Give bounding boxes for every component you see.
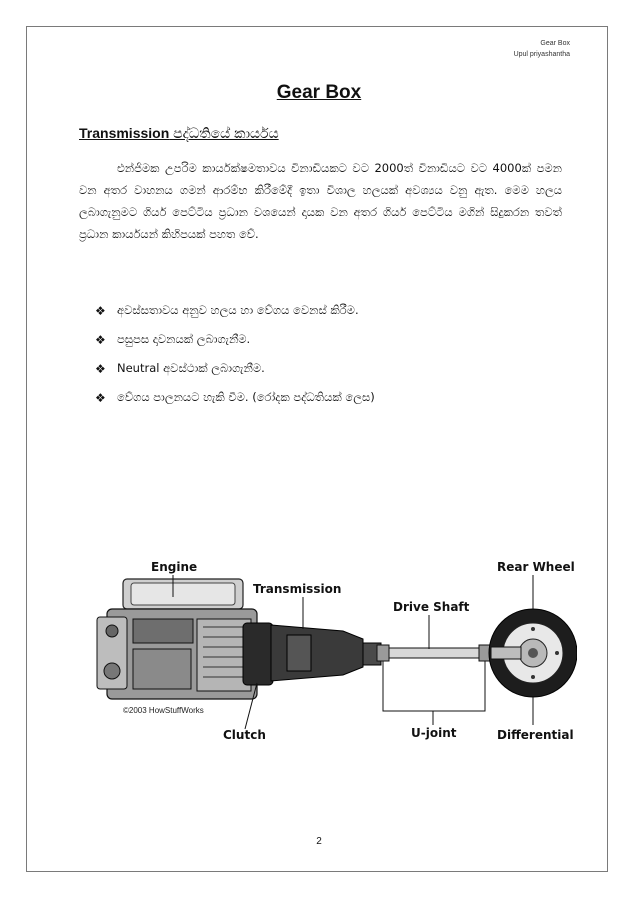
bullet-icon: ❖ [95, 303, 106, 318]
label-drive-shaft: Drive Shaft [393, 600, 470, 614]
list-item: ❖ පසුපස දාවනයක් ලබාගැනීම. [95, 332, 251, 347]
drivetrain-diagram [93, 553, 577, 753]
transmission-illustration [271, 625, 381, 681]
rear-wheel-illustration [489, 609, 577, 697]
section-heading [79, 125, 279, 142]
label-u-joint: U-joint [411, 726, 457, 740]
bullet-list [95, 296, 375, 412]
drive-shaft-illustration [377, 645, 491, 661]
list-item: ❖ වේගය පාලනයට හැකි වීම. (රෝදක පද්ධතියක් ලෙස) [95, 390, 375, 405]
label-clutch: Clutch [223, 728, 266, 742]
label-rear-wheel: Rear Wheel [497, 560, 575, 574]
clutch-housing [243, 623, 273, 685]
bullet-icon: ❖ [95, 332, 106, 347]
bullet-icon: ❖ [95, 361, 106, 376]
list-item: ❖ අවස්සතාවය අනුව හලය හා වේගය වෙනස් කිරීම. [95, 303, 359, 318]
section-heading-rest: පද්ධතියේ කාර්යය [169, 125, 279, 141]
list-item: ❖ Neutral අවස්ථාක් ලබාගැනීම. [95, 361, 265, 376]
label-differential: Differential [497, 728, 574, 742]
section-heading-bold: Transmission [79, 125, 170, 141]
engine-illustration [97, 579, 257, 699]
label-engine: Engine [151, 560, 198, 574]
bullet-icon: ❖ [95, 390, 106, 405]
body-paragraph: එන්ජිමක උපරිම කාර්යක්ෂමතාවය විනාඩියකට වට 2000ත් විනාඩියට වට 4000ක් පමන වන අතර වාහනය ගමන් ආරම්භ කිරීමේදී ඉතා විශාල හලයක් අවශ්‍යය වනු ඇත. මෙම හලය ලබාගැනුමට ගියර් පෙට්ටිය ප්‍රධාන වශයෙන් දායක වන අතර ගියර් පෙට්ටිය මගින් සිදුකරන තවත් ප්‍රධාන කාර්යයන් කිහිපයක් පහත වේ. [79, 161, 562, 241]
header-author: Upul priyashantha [513, 51, 570, 58]
figure-copyright: ©2003 HowStuffWorks [123, 706, 204, 715]
header-title: Gear Box [540, 40, 570, 47]
page-title: Gear Box [276, 82, 362, 103]
page-number: 2 [316, 836, 322, 847]
label-transmission: Transmission [253, 582, 342, 596]
